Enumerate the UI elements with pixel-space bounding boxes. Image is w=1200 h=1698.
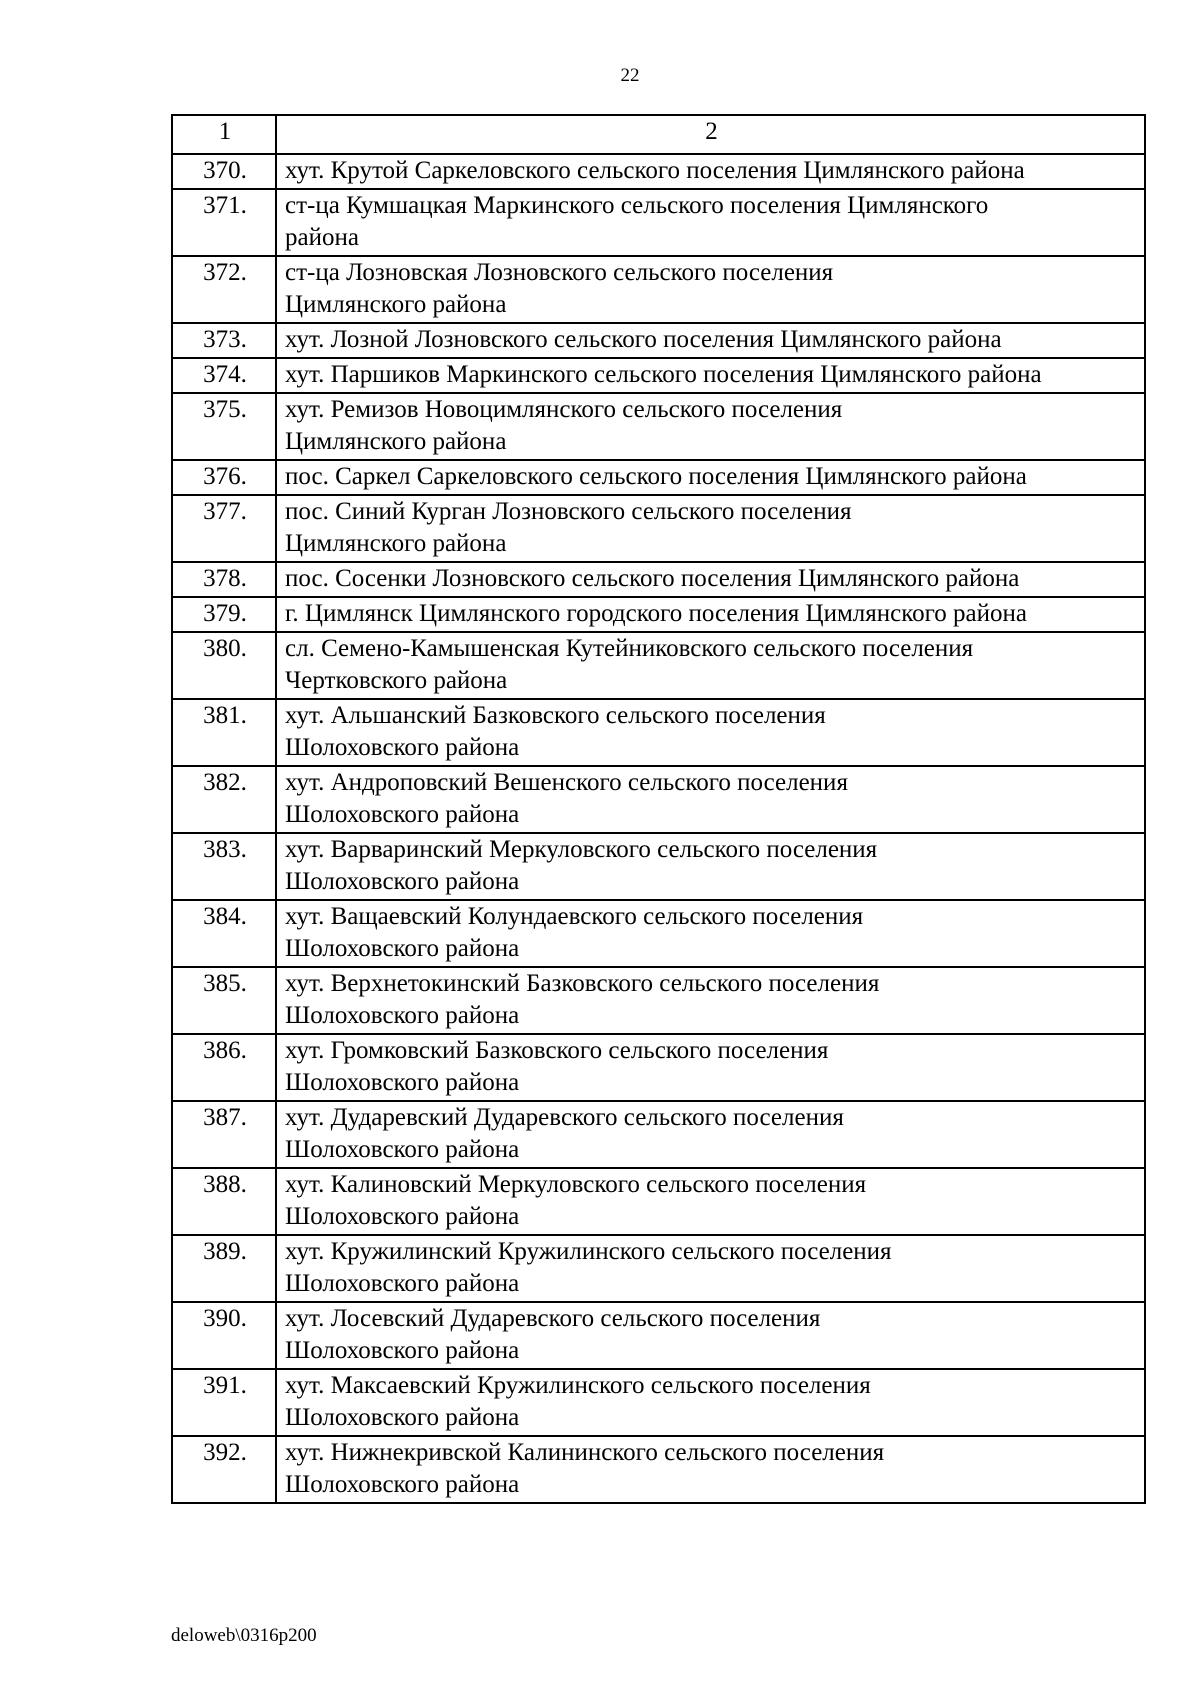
settlement-name-line: Шолоховского района (285, 1404, 520, 1431)
settlement-name-cell (276, 1034, 1145, 1101)
settlement-name-cell (276, 495, 1145, 562)
table-row (172, 495, 1145, 562)
settlement-name-cell (276, 1101, 1145, 1168)
row-number: 375. (172, 393, 276, 460)
table-row (172, 597, 1145, 632)
settlement-name-cell (276, 460, 1145, 495)
table-row (172, 358, 1145, 393)
table-row (172, 1302, 1145, 1369)
settlement-name-cell (276, 1436, 1145, 1503)
row-number: 391. (172, 1369, 276, 1436)
settlement-name-line: Шолоховского района (285, 1337, 520, 1364)
settlement-name-line: ст-ца Кумшацкая Маркинского сельского поселения Цимлянского (285, 192, 989, 219)
settlement-name-cell (276, 1168, 1145, 1235)
settlement-name-line: хут. Варваринский Меркуловского сельского поселения (285, 836, 878, 863)
settlement-name-line: пос. Сосенки Лозновского сельского поселения Цимлянского района (285, 565, 1020, 592)
settlement-name-line: Цимлянского района (285, 428, 507, 455)
row-number: 373. (172, 323, 276, 358)
settlement-name-line: хут. Паршиков Маркинского сельского поселения Цимлянского района (285, 361, 1042, 388)
settlement-name-cell (276, 900, 1145, 967)
settlement-name-line: Шолоховского района (285, 1002, 520, 1029)
settlement-name-line: Шолоховского района (285, 1270, 520, 1297)
settlement-name-line: ст-ца Лозновская Лозновского сельского поселения (285, 259, 834, 286)
settlement-name-line: г. Цимлянск Цимлянского городского поселения Цимлянского района (285, 600, 1027, 627)
table-row (172, 189, 1145, 256)
row-number: 378. (172, 562, 276, 597)
settlement-name-line: района (285, 224, 359, 251)
table-row (172, 1436, 1145, 1503)
table-row (172, 1034, 1145, 1101)
settlement-name-cell (276, 967, 1145, 1034)
settlement-name-cell (276, 699, 1145, 766)
settlement-name-cell (276, 154, 1145, 189)
settlement-name-line: хут. Альшанский Базковского сельского поселения (285, 702, 826, 729)
table-row (172, 1369, 1145, 1436)
settlement-name-line: Шолоховского района (285, 1471, 520, 1498)
settlement-name-line: Шолоховского района (285, 1069, 520, 1096)
row-number: 392. (172, 1436, 276, 1503)
table-row (172, 393, 1145, 460)
row-number: 386. (172, 1034, 276, 1101)
table-row (172, 632, 1145, 699)
settlement-name-cell (276, 1369, 1145, 1436)
settlement-name-line: Шолоховского района (285, 1136, 520, 1163)
settlement-name-cell (276, 1235, 1145, 1302)
settlement-name-line: хут. Нижнекривской Калининского сельского поселения (285, 1439, 885, 1466)
column-header-number: 1 (172, 115, 276, 154)
row-number: 384. (172, 900, 276, 967)
row-number: 387. (172, 1101, 276, 1168)
page-number: 22 (620, 65, 640, 86)
settlement-name-line: хут. Ремизов Новоцимлянского сельского поселения (285, 396, 843, 423)
table-row (172, 900, 1145, 967)
settlement-name-line: хут. Дударевский Дударевского сельского поселения (285, 1104, 844, 1131)
row-number: 374. (172, 358, 276, 393)
settlement-name-cell (276, 833, 1145, 900)
row-number: 370. (172, 154, 276, 189)
row-number: 382. (172, 766, 276, 833)
row-number: 379. (172, 597, 276, 632)
settlement-name-line: хут. Калиновский Меркуловского сельского поселения (285, 1171, 867, 1198)
table-row (172, 562, 1145, 597)
settlement-name-line: Шолоховского района (285, 935, 520, 962)
settlement-name-cell (276, 632, 1145, 699)
column-header-name: 2 (276, 115, 1145, 154)
footer-document-code: deloweb\0316p200 (171, 1625, 317, 1646)
settlement-name-line: хут. Ващаевский Колундаевского сельского поселения (285, 903, 864, 930)
settlement-name-line: Шолоховского района (285, 868, 520, 895)
row-number: 371. (172, 189, 276, 256)
table-row (172, 1235, 1145, 1302)
settlement-name-cell (276, 562, 1145, 597)
table-row (172, 699, 1145, 766)
settlement-name-line: пос. Синий Курган Лозновского сельского поселения (285, 498, 852, 525)
table-row (172, 1101, 1145, 1168)
row-number: 385. (172, 967, 276, 1034)
settlement-name-line: хут. Лосевский Дударевского сельского поселения (285, 1305, 821, 1332)
settlement-name-cell (276, 323, 1145, 358)
row-number: 377. (172, 495, 276, 562)
settlement-name-line: хут. Громковский Базковского сельского поселения (285, 1037, 829, 1064)
settlement-name-line: хут. Лозной Лозновского сельского поселения Цимлянского района (285, 326, 1002, 353)
table-row (172, 323, 1145, 358)
settlement-name-cell (276, 256, 1145, 323)
table-row (172, 256, 1145, 323)
settlement-name-cell (276, 393, 1145, 460)
table-row (172, 460, 1145, 495)
row-number: 389. (172, 1235, 276, 1302)
settlement-name-cell (276, 597, 1145, 632)
row-number: 380. (172, 632, 276, 699)
settlement-name-line: Чертковского района (285, 667, 508, 694)
row-number: 383. (172, 833, 276, 900)
table-row (172, 766, 1145, 833)
settlement-name-line: пос. Саркел Саркеловского сельского поселения Цимлянского района (285, 463, 1027, 490)
settlement-name-cell (276, 1302, 1145, 1369)
row-number: 372. (172, 256, 276, 323)
settlement-name-cell (276, 766, 1145, 833)
settlement-name-line: хут. Андроповский Вешенского сельского поселения (285, 769, 848, 796)
settlement-name-line: Цимлянского района (285, 291, 507, 318)
table-row (172, 833, 1145, 900)
settlement-name-line: Шолоховского района (285, 1203, 520, 1230)
settlement-name-line: Цимлянского района (285, 530, 507, 557)
table-row (172, 154, 1145, 189)
settlement-name-line: Шолоховского района (285, 734, 520, 761)
settlement-name-cell (276, 358, 1145, 393)
row-number: 381. (172, 699, 276, 766)
table-row (172, 967, 1145, 1034)
table-body (172, 115, 1145, 1503)
table-row (172, 1168, 1145, 1235)
settlement-name-cell (276, 189, 1145, 256)
settlements-table (171, 114, 1146, 1504)
row-number: 388. (172, 1168, 276, 1235)
settlement-name-line: хут. Крутой Саркеловского сельского поселения Цимлянского района (285, 157, 1025, 184)
row-number: 390. (172, 1302, 276, 1369)
row-number: 376. (172, 460, 276, 495)
settlement-name-line: хут. Верхнетокинский Базковского сельского поселения (285, 970, 880, 997)
settlement-name-line: хут. Максаевский Кружилинского сельского поселения (285, 1372, 871, 1399)
settlement-name-line: Шолоховского района (285, 801, 520, 828)
table-header-row (172, 115, 1145, 154)
settlement-name-line: сл. Семено-Камышенская Кутейниковского сельского поселения (285, 635, 974, 662)
settlement-name-line: хут. Кружилинский Кружилинского сельского поселения (285, 1238, 892, 1265)
